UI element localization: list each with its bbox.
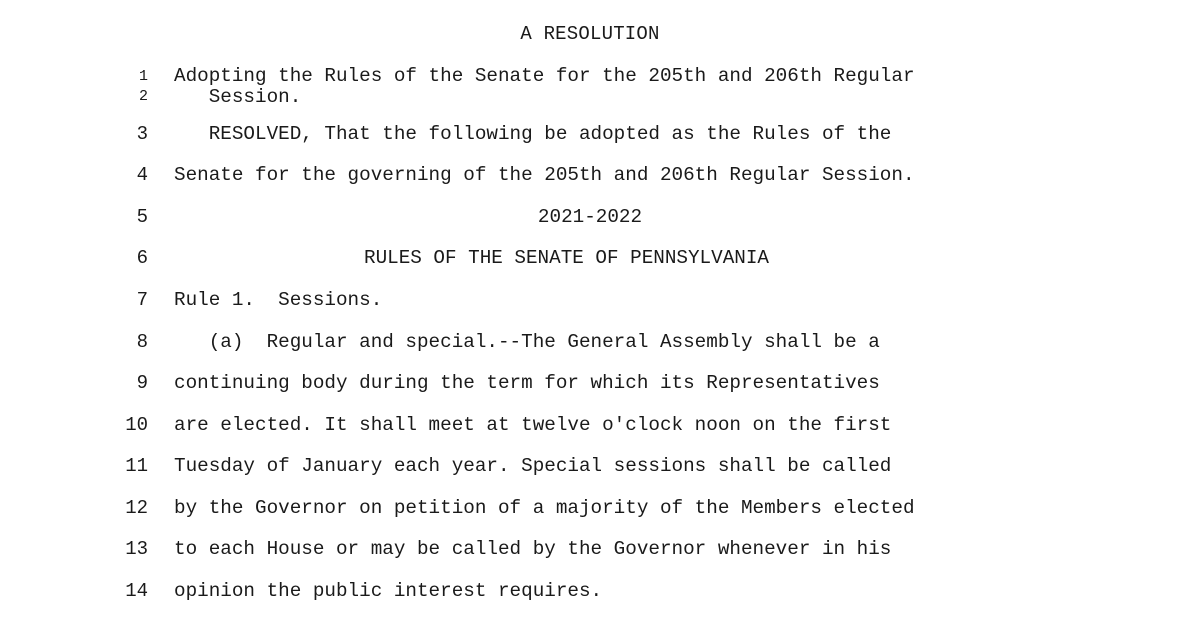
line-text: Session.	[174, 86, 302, 108]
document-line	[0, 330, 1200, 356]
line-text: continuing body during the term for which its Representatives	[174, 372, 880, 394]
document-title: A RESOLUTION	[520, 23, 660, 45]
line-number: 4	[136, 164, 148, 186]
document-line	[0, 413, 1200, 439]
line-number: 7	[136, 289, 148, 311]
line-number: 3	[136, 123, 148, 145]
line-text: (a) Regular and special.--The General Assembly shall be a	[174, 331, 880, 353]
line-number: 5	[136, 206, 148, 228]
line-number: 14	[125, 580, 148, 602]
line-text: Tuesday of January each year. Special sessions shall be called	[174, 455, 892, 477]
rule-heading: Rule 1. Sessions.	[174, 289, 383, 311]
line-number: 2	[138, 88, 148, 105]
line-text: by the Governor on petition of a majority of the Members elected	[174, 497, 915, 519]
session-years: 2021-2022	[537, 206, 643, 228]
document-line	[0, 163, 1200, 189]
line-number: 8	[136, 331, 148, 353]
line-number: 10	[125, 414, 148, 436]
document-line	[0, 537, 1200, 563]
document-line	[0, 205, 1200, 231]
line-text: Senate for the governing of the 205th and 206th Regular Session.	[174, 164, 915, 186]
line-text: Adopting the Rules of the Senate for the 205th and 206th Regular	[174, 65, 915, 87]
line-number: 11	[125, 455, 148, 477]
rules-heading: RULES OF THE SENATE OF PENNSYLVANIA	[364, 247, 769, 269]
document-line	[0, 454, 1200, 480]
document-line	[0, 496, 1200, 522]
line-number: 13	[125, 538, 148, 560]
line-text: are elected. It shall meet at twelve o'clock noon on the first	[174, 414, 892, 436]
line-text: RESOLVED, That the following be adopted as the Rules of the	[174, 123, 892, 145]
document-line	[0, 288, 1200, 314]
line-number: 6	[136, 247, 148, 269]
line-number: 1	[138, 68, 148, 85]
document-line	[0, 122, 1200, 148]
line-number: 12	[125, 497, 148, 519]
line-text: to each House or may be called by the Governor whenever in his	[174, 538, 892, 560]
document-line	[0, 579, 1200, 605]
line-number: 9	[136, 372, 148, 394]
line-text: opinion the public interest requires.	[174, 580, 603, 602]
document-line	[0, 371, 1200, 397]
document-line	[0, 85, 1200, 111]
document-line	[0, 246, 1200, 272]
